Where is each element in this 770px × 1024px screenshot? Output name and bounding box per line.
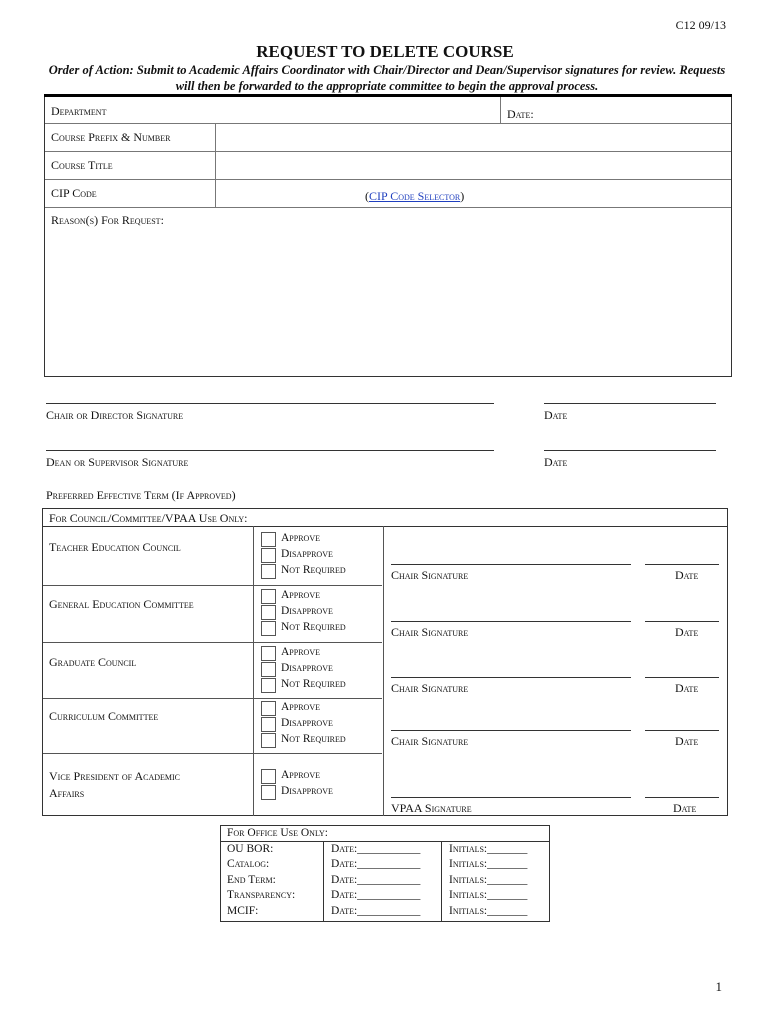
chair-signature-line[interactable] [391,621,631,622]
council-name-line1: Vice President of Academic [49,769,181,783]
divider [43,753,382,754]
disapprove-checkbox[interactable] [261,717,276,732]
vpaa-signature-line[interactable] [391,797,631,798]
not-required-label: Not Required [281,678,346,690]
course-title-field[interactable] [219,154,724,176]
page-number: 1 [715,979,722,994]
course-title-label: Course Title [51,158,113,172]
disapprove-label: Disapprove [281,605,333,617]
divider [43,698,382,699]
not-required-label: Not Required [281,564,346,576]
date-line[interactable] [645,677,719,678]
cip-close-paren: ) [460,189,465,203]
date-line[interactable] [645,621,719,622]
chair-date-line[interactable] [544,403,716,404]
date-field[interactable] [555,99,725,121]
council-name-line2: Affairs [49,786,85,800]
council-approval-table [42,508,728,816]
approve-checkbox[interactable] [261,701,276,716]
date-label: Date: [507,107,534,121]
office-row-label: End Term: [227,874,276,886]
reasons-textarea[interactable] [51,231,725,371]
divider [323,841,324,922]
disapprove-checkbox[interactable] [261,785,276,800]
vpaa-signature-label: VPAA Signature [391,801,472,815]
preferred-term-label: Preferred Effective Term (If Approved) [46,488,236,502]
date-label: Date [675,681,699,695]
not-required-label: Not Required [281,621,346,633]
cip-open-paren: ( [365,189,369,203]
divider [43,526,727,527]
divider [441,841,442,922]
cip-code-label: CIP Code [51,186,97,200]
council-name: Curriculum Committee [49,709,159,723]
divider [43,642,382,643]
disapprove-checkbox[interactable] [261,662,276,677]
date-line[interactable] [645,730,719,731]
disapprove-label: Disapprove [281,662,333,674]
chair-signature-label: Chair Signature [391,734,469,748]
disapprove-label: Disapprove [281,548,333,560]
page-title: REQUEST TO DELETE COURSE [256,42,514,61]
office-row-date[interactable]: Date:___________ [331,874,421,886]
chair-signature-label: Chair Signature [391,681,469,695]
chair-signature-label: Chair or Director Signature [46,408,184,422]
chair-signature-line[interactable] [391,730,631,731]
form-code: C12 09/13 [675,18,726,32]
date-label: Date [675,625,699,639]
divider [383,526,384,816]
course-info-form [44,97,732,377]
office-row-date[interactable]: Date:___________ [331,889,421,901]
course-prefix-field[interactable] [219,126,724,148]
office-use-table [220,825,550,922]
disapprove-label: Disapprove [281,785,333,797]
office-row-label: MCIF: [227,905,259,917]
office-row-initials[interactable]: Initials:_______ [449,905,528,917]
dean-signature-label: Dean or Supervisor Signature [46,455,189,469]
office-row-date[interactable]: Date:___________ [331,858,421,870]
department-field[interactable] [218,99,498,121]
approve-label: Approve [281,769,320,781]
approve-label: Approve [281,701,320,713]
office-row-label: OU BOR: [227,843,274,855]
approve-checkbox[interactable] [261,646,276,661]
office-row-initials[interactable]: Initials:_______ [449,843,528,855]
council-name: General Education Committee [49,597,194,611]
instructions: Order of Action: Submit to Academic Affairs Coordinator with Chair/Director and Dean/Supervisor signatures for review. Requests will then be forwarded to the appropriate committee to begin the approval process. [48,63,726,93]
office-row-initials[interactable]: Initials:_______ [449,874,528,886]
office-row-date[interactable]: Date:___________ [331,843,421,855]
department-label: Department [51,104,107,118]
not-required-checkbox[interactable] [261,564,276,579]
office-row-initials[interactable]: Initials:_______ [449,858,528,870]
divider [45,207,731,208]
divider [45,179,731,180]
chair-signature-label: Chair Signature [391,625,469,639]
disapprove-label: Disapprove [281,717,333,729]
not-required-label: Not Required [281,733,346,745]
office-row-label: Catalog: [227,858,270,870]
divider [215,123,216,207]
not-required-checkbox[interactable] [261,733,276,748]
date-label: Date [675,734,699,748]
approve-label: Approve [281,646,320,658]
office-row-label: Transparency: [227,889,296,901]
cip-code-field[interactable] [219,182,359,204]
chair-signature-line[interactable] [46,403,494,404]
dean-date-label: Date [544,455,568,469]
office-row-initials[interactable]: Initials:_______ [449,889,528,901]
reasons-label: Reason(s) For Request: [51,213,164,227]
approve-checkbox[interactable] [261,532,276,547]
divider [500,97,501,123]
divider [221,841,549,842]
divider [43,585,382,586]
disapprove-checkbox[interactable] [261,548,276,563]
chair-signature-line[interactable] [391,677,631,678]
date-line[interactable] [645,797,719,798]
approve-label: Approve [281,589,320,601]
divider [253,526,254,816]
not-required-checkbox[interactable] [261,678,276,693]
date-label: Date [673,801,697,815]
disapprove-checkbox[interactable] [261,605,276,620]
office-row-date[interactable]: Date:___________ [331,905,421,917]
course-prefix-label: Course Prefix & Number [51,130,171,144]
dean-date-line[interactable] [544,450,716,451]
chair-date-label: Date [544,408,568,422]
divider [45,123,731,124]
not-required-checkbox[interactable] [261,621,276,636]
approve-checkbox[interactable] [261,769,276,784]
dean-signature-line[interactable] [46,450,494,451]
approve-label: Approve [281,532,320,544]
date-line[interactable] [645,564,719,565]
chair-signature-line[interactable] [391,564,631,565]
council-name: Graduate Council [49,655,137,669]
approve-checkbox[interactable] [261,589,276,604]
chair-signature-label: Chair Signature [391,568,469,582]
council-header: For Council/Committee/VPAA Use Only: [49,511,248,525]
cip-code-selector-link[interactable]: CIP Code Selector [369,189,461,203]
divider [45,151,731,152]
office-header: For Office Use Only: [227,827,329,839]
date-label: Date [675,568,699,582]
council-name: Teacher Education Council [49,540,181,554]
